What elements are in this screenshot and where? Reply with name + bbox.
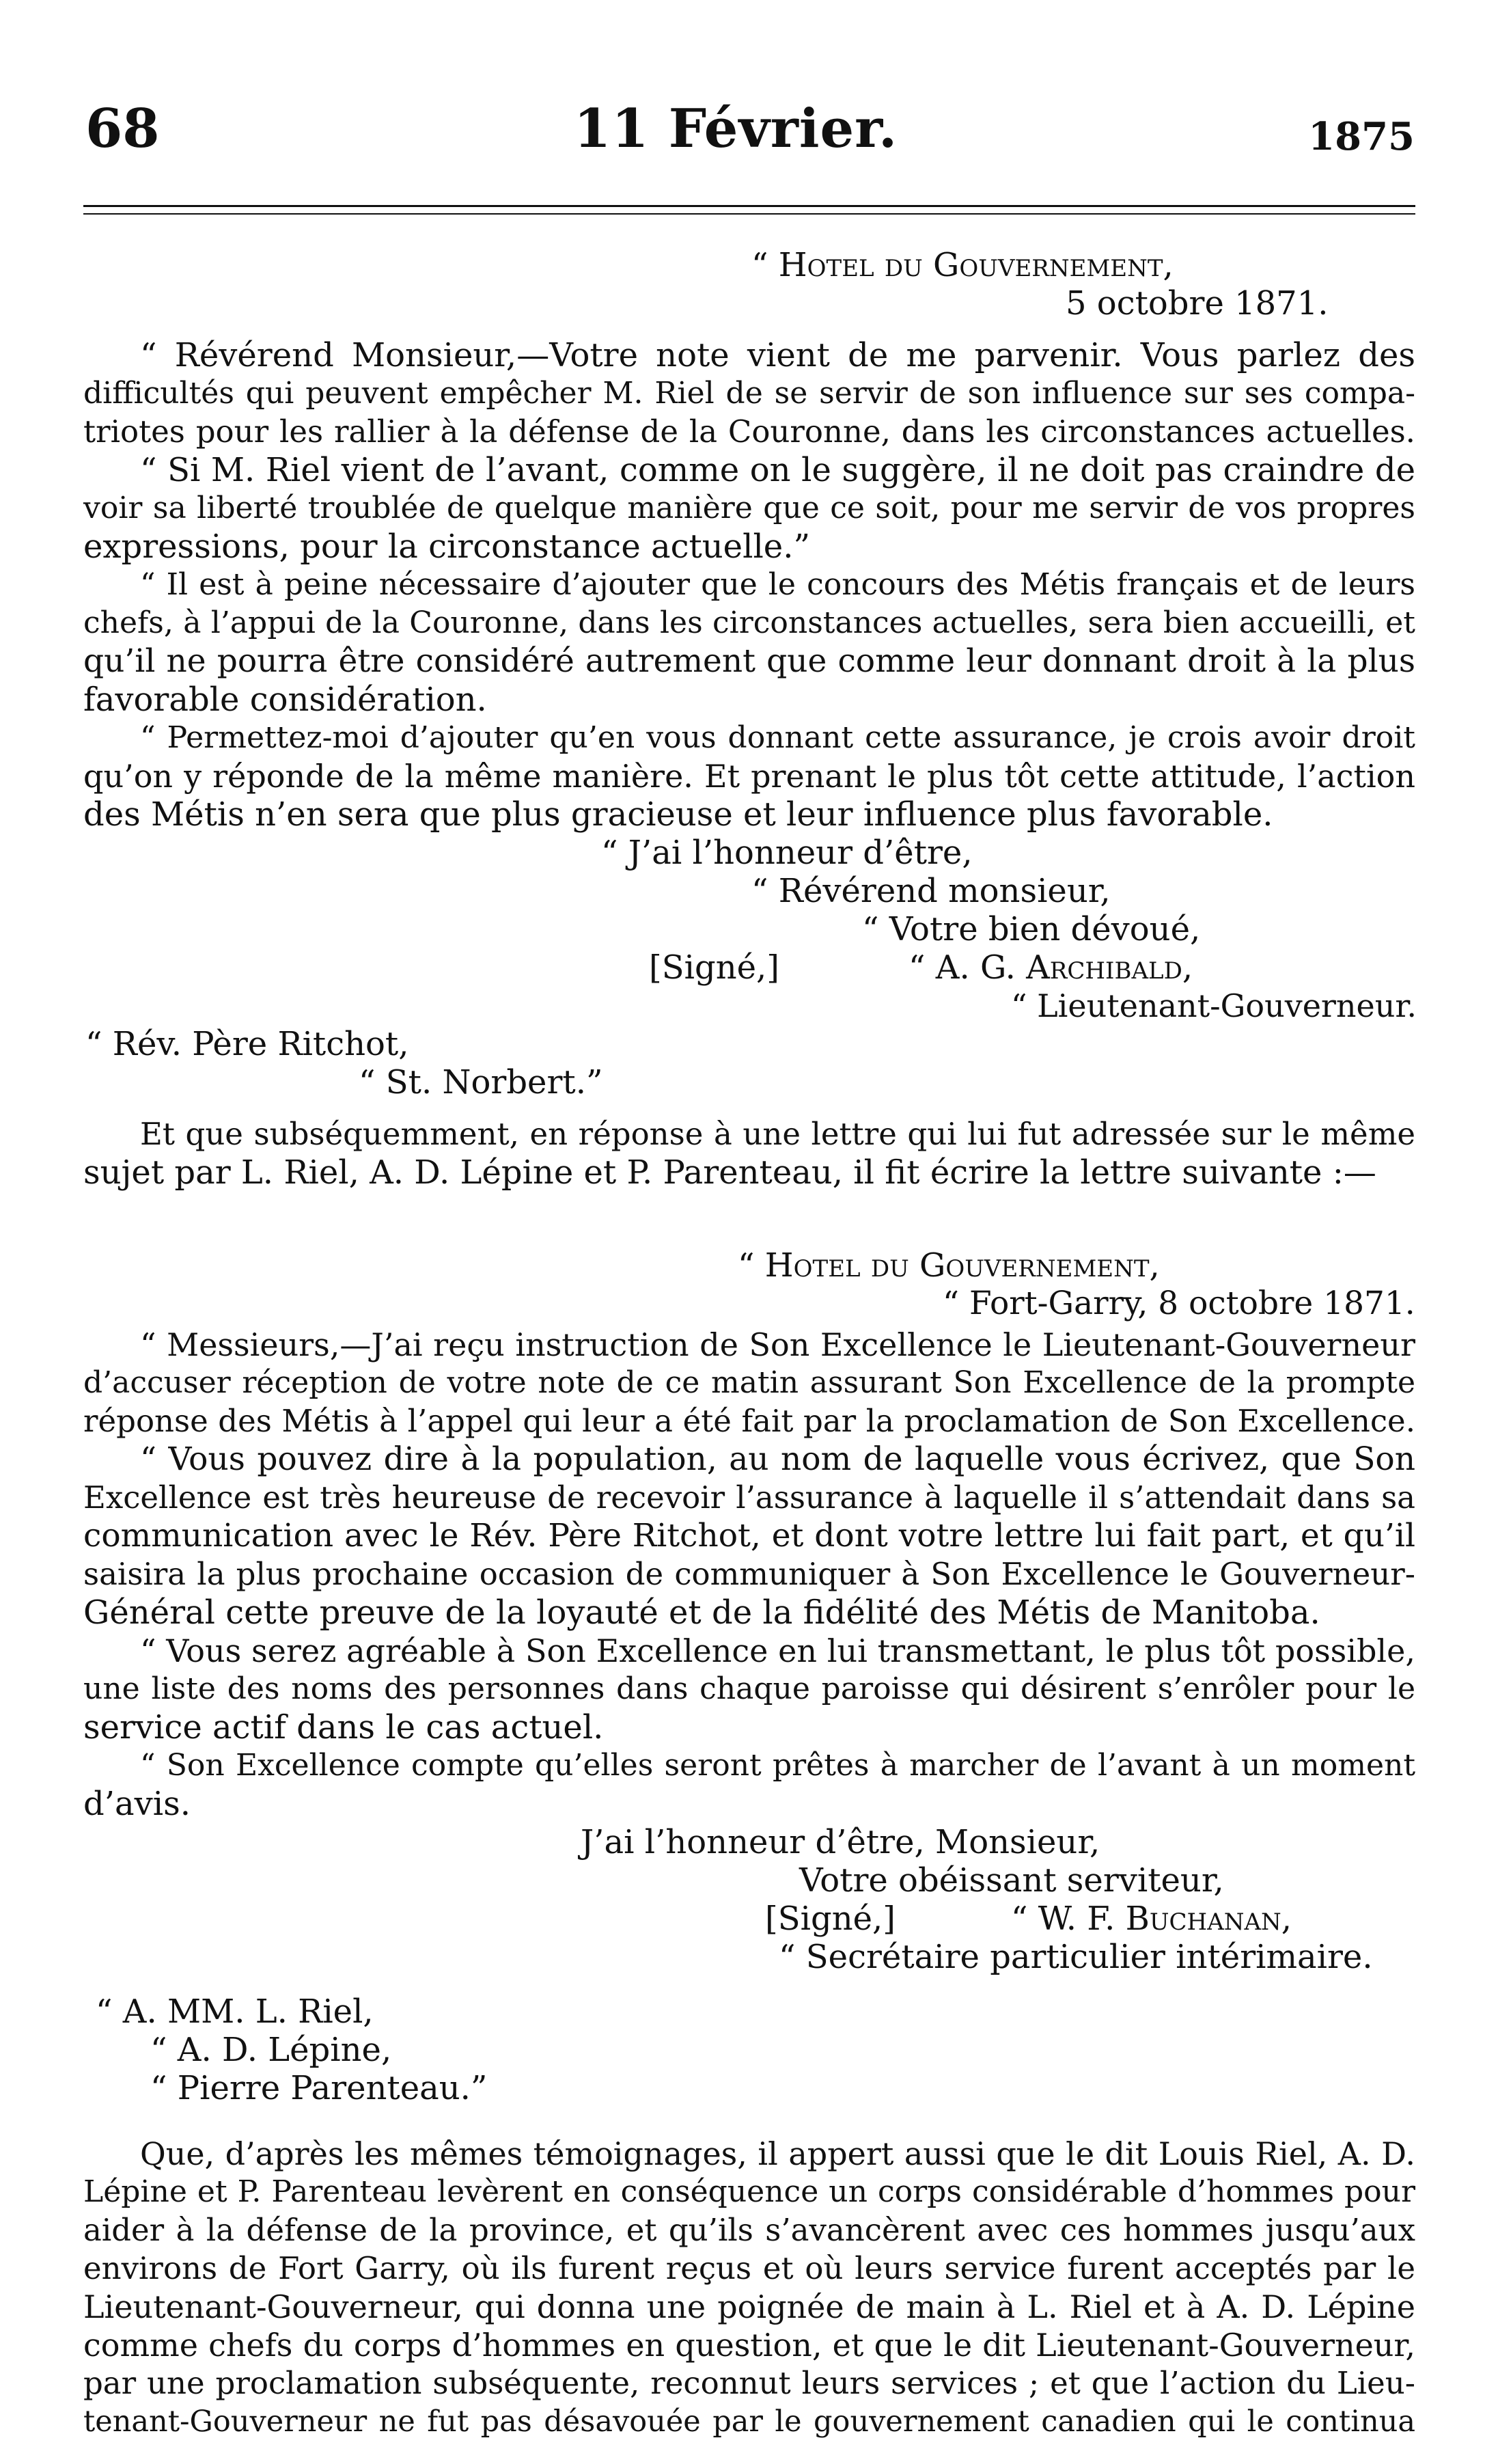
page-year: 1875	[1308, 114, 1415, 159]
letter1-addressee: “ St. Norbert.”	[359, 1063, 603, 1101]
letter2-addressee: “ A. MM. L. Riel,	[96, 1993, 374, 2031]
conclusion-line: tenant-Gouverneur ne fut pas désavouée par le gouvernement canadien qui le continua	[83, 2405, 1415, 2439]
letter2-line: réponse des Métis à l’appel qui leur a été fait par la proclamation de Son Excellence.	[83, 1403, 1415, 1439]
conclusion-line: environs de Fort Garry, où ils furent reçus et où leurs service furent acceptés par le	[83, 2250, 1415, 2286]
letter2-line: d’accuser réception de votre note de ce matin assurant Son Excellence de la prompte	[83, 1365, 1415, 1400]
letter1-heading: “ Hotel du Gouvernement,	[751, 246, 1174, 284]
letter2-addressee: “ Pierre Parenteau.”	[150, 2069, 488, 2107]
letter2-line: Général cette preuve de la loyauté et de la fidélité des Métis de Manitoba.	[83, 1593, 1320, 1632]
letter1-date: 5 octobre 1871.	[1066, 284, 1329, 323]
letter2-line: “ Vous serez agréable à Son Excellence en lui transmettant, le plus tôt possible,	[140, 1632, 1415, 1669]
letter1-line: favorable considération.	[83, 681, 487, 719]
letter2-signature: “ W. F. Buchanan,	[1011, 1900, 1292, 1938]
conclusion-line: par une proclamation subséquente, reconnut leurs services ; et que l’action du Lieu-	[83, 2365, 1415, 2401]
letter1-title: “ Lieutenant-Gouverneur.	[1011, 987, 1417, 1024]
letter1-closing: “ Votre bien dévoué,	[862, 910, 1201, 948]
letter1-line: expressions, pour la circonstance actuelle.”	[83, 528, 810, 566]
conclusion-line: comme chefs du corps d’hommes en question, et que le dit Lieutenant-Gouverneur,	[83, 2327, 1415, 2364]
letter2-line: communication avec le Rév. Père Ritchot, et dont votre lettre lui fait part, et qu’il	[83, 1517, 1415, 1555]
letter1-line: difficultés qui peuvent empêcher M. Riel de se servir de son influence sur ses compa-	[83, 376, 1415, 411]
letter2-line: Excellence est très heureuse de recevoir l’assurance à laquelle il s’attendait dans sa	[83, 1479, 1415, 1516]
letter2-line: “ Messieurs,—J’ai reçu instruction de Son Excellence le Lieutenant-Gouverneur	[140, 1326, 1415, 1363]
conclusion-line: Que, d’après les mêmes témoignages, il appert aussi que le dit Louis Riel, A. D.	[140, 2135, 1415, 2172]
letter2-date: “ Fort-Garry, 8 octobre 1871.	[943, 1285, 1415, 1322]
letter1-signed: [Signé,]	[649, 948, 779, 987]
letter1-closing: “ J’ai l’honneur d’être,	[601, 834, 973, 872]
intro-line: Et que subséquemment, en réponse à une lettre qui lui fut adressée sur le même	[140, 1116, 1415, 1152]
letter2-line: une liste des noms des personnes dans chaque paroisse qui désirent s’enrôler pour le	[83, 1671, 1415, 1706]
letter1-closing: “ Révérend monsieur,	[751, 872, 1111, 910]
header-rule-top	[83, 205, 1415, 207]
letter2-heading: “ Hotel du Gouvernement,	[738, 1246, 1160, 1285]
intro-line: sujet par L. Riel, A. D. Lépine et P. Parenteau, il fit écrire la lettre suivante :—	[83, 1153, 1376, 1192]
letter2-closing: Votre obéissant serviteur,	[799, 1861, 1224, 1900]
letter2-line: service actif dans le cas actuel.	[83, 1708, 604, 1747]
page-number: 68	[85, 98, 160, 160]
letter2-signed: [Signé,]	[765, 1900, 896, 1938]
letter1-line: qu’il ne pourra être considéré autrement que comme leur donnant droit à la plus	[83, 642, 1415, 680]
conclusion-line: Lépine et P. Parenteau levèrent en conséquence un corps considérable d’hommes pour	[83, 2174, 1415, 2209]
letter1-line: chefs, à l’appui de la Couronne, dans les circonstances actuelles, sera bien accueilli, et	[83, 605, 1415, 640]
conclusion-line: aider à la défense de la province, et qu’ils s’avancèrent avec ces hommes jusqu’aux	[83, 2212, 1415, 2248]
letter2-line: d’avis.	[83, 1785, 191, 1823]
letter2-line: “ Vous pouvez dire à la population, au nom de laquelle vous écrivez, que Son	[140, 1440, 1415, 1478]
page-date-heading: 11 Février.	[574, 98, 898, 160]
letter2-addressee: “ A. D. Lépine,	[150, 2031, 392, 2069]
letter1-line: “ Si M. Riel vient de l’avant, comme on le suggère, il ne doit pas craindre de	[140, 451, 1415, 489]
letter2-closing: J’ai l’honneur d’être, Monsieur,	[581, 1823, 1100, 1861]
letter1-signature: “ A. G. Archibald,	[908, 948, 1193, 987]
letter2-line: saisira la plus prochaine occasion de communiquer à Son Excellence le Gouverneur-	[83, 1556, 1415, 1592]
header-rule-bottom	[83, 213, 1415, 215]
letter1-line: des Métis n’en sera que plus gracieuse et leur influence plus favorable.	[83, 795, 1273, 834]
letter1-line: “ Il est à peine nécessaire d’ajouter que le concours des Métis français et de leurs	[140, 567, 1415, 602]
letter1-line: qu’on y réponde de la même manière. Et prenant le plus tôt cette attitude, l’action	[83, 758, 1415, 795]
letter1-line: “ Révérend Monsieur,—Votre note vient de me parvenir. Vous parlez des	[140, 336, 1415, 374]
letter1-line: triotes pour les rallier à la défense de la Couronne, dans les circonstances actuelles.	[83, 413, 1415, 450]
letter1-addressee: “ Rév. Père Ritchot,	[85, 1025, 409, 1063]
letter1-line: voir sa liberté troublée de quelque manière que ce soit, pour me servir de vos propres	[83, 491, 1415, 525]
letter2-title: “ Secrétaire particulier intérimaire.	[779, 1938, 1373, 1976]
conclusion-line: Lieutenant-Gouverneur, qui donna une poignée de main à L. Riel et à A. D. Lépine	[83, 2288, 1415, 2325]
letter1-line: “ Permettez-moi d’ajouter qu’en vous donnant cette assurance, je crois avoir droit	[140, 720, 1415, 755]
letter2-line: “ Son Excellence compte qu’elles seront prêtes à marcher de l’avant à un moment	[140, 1748, 1415, 1783]
